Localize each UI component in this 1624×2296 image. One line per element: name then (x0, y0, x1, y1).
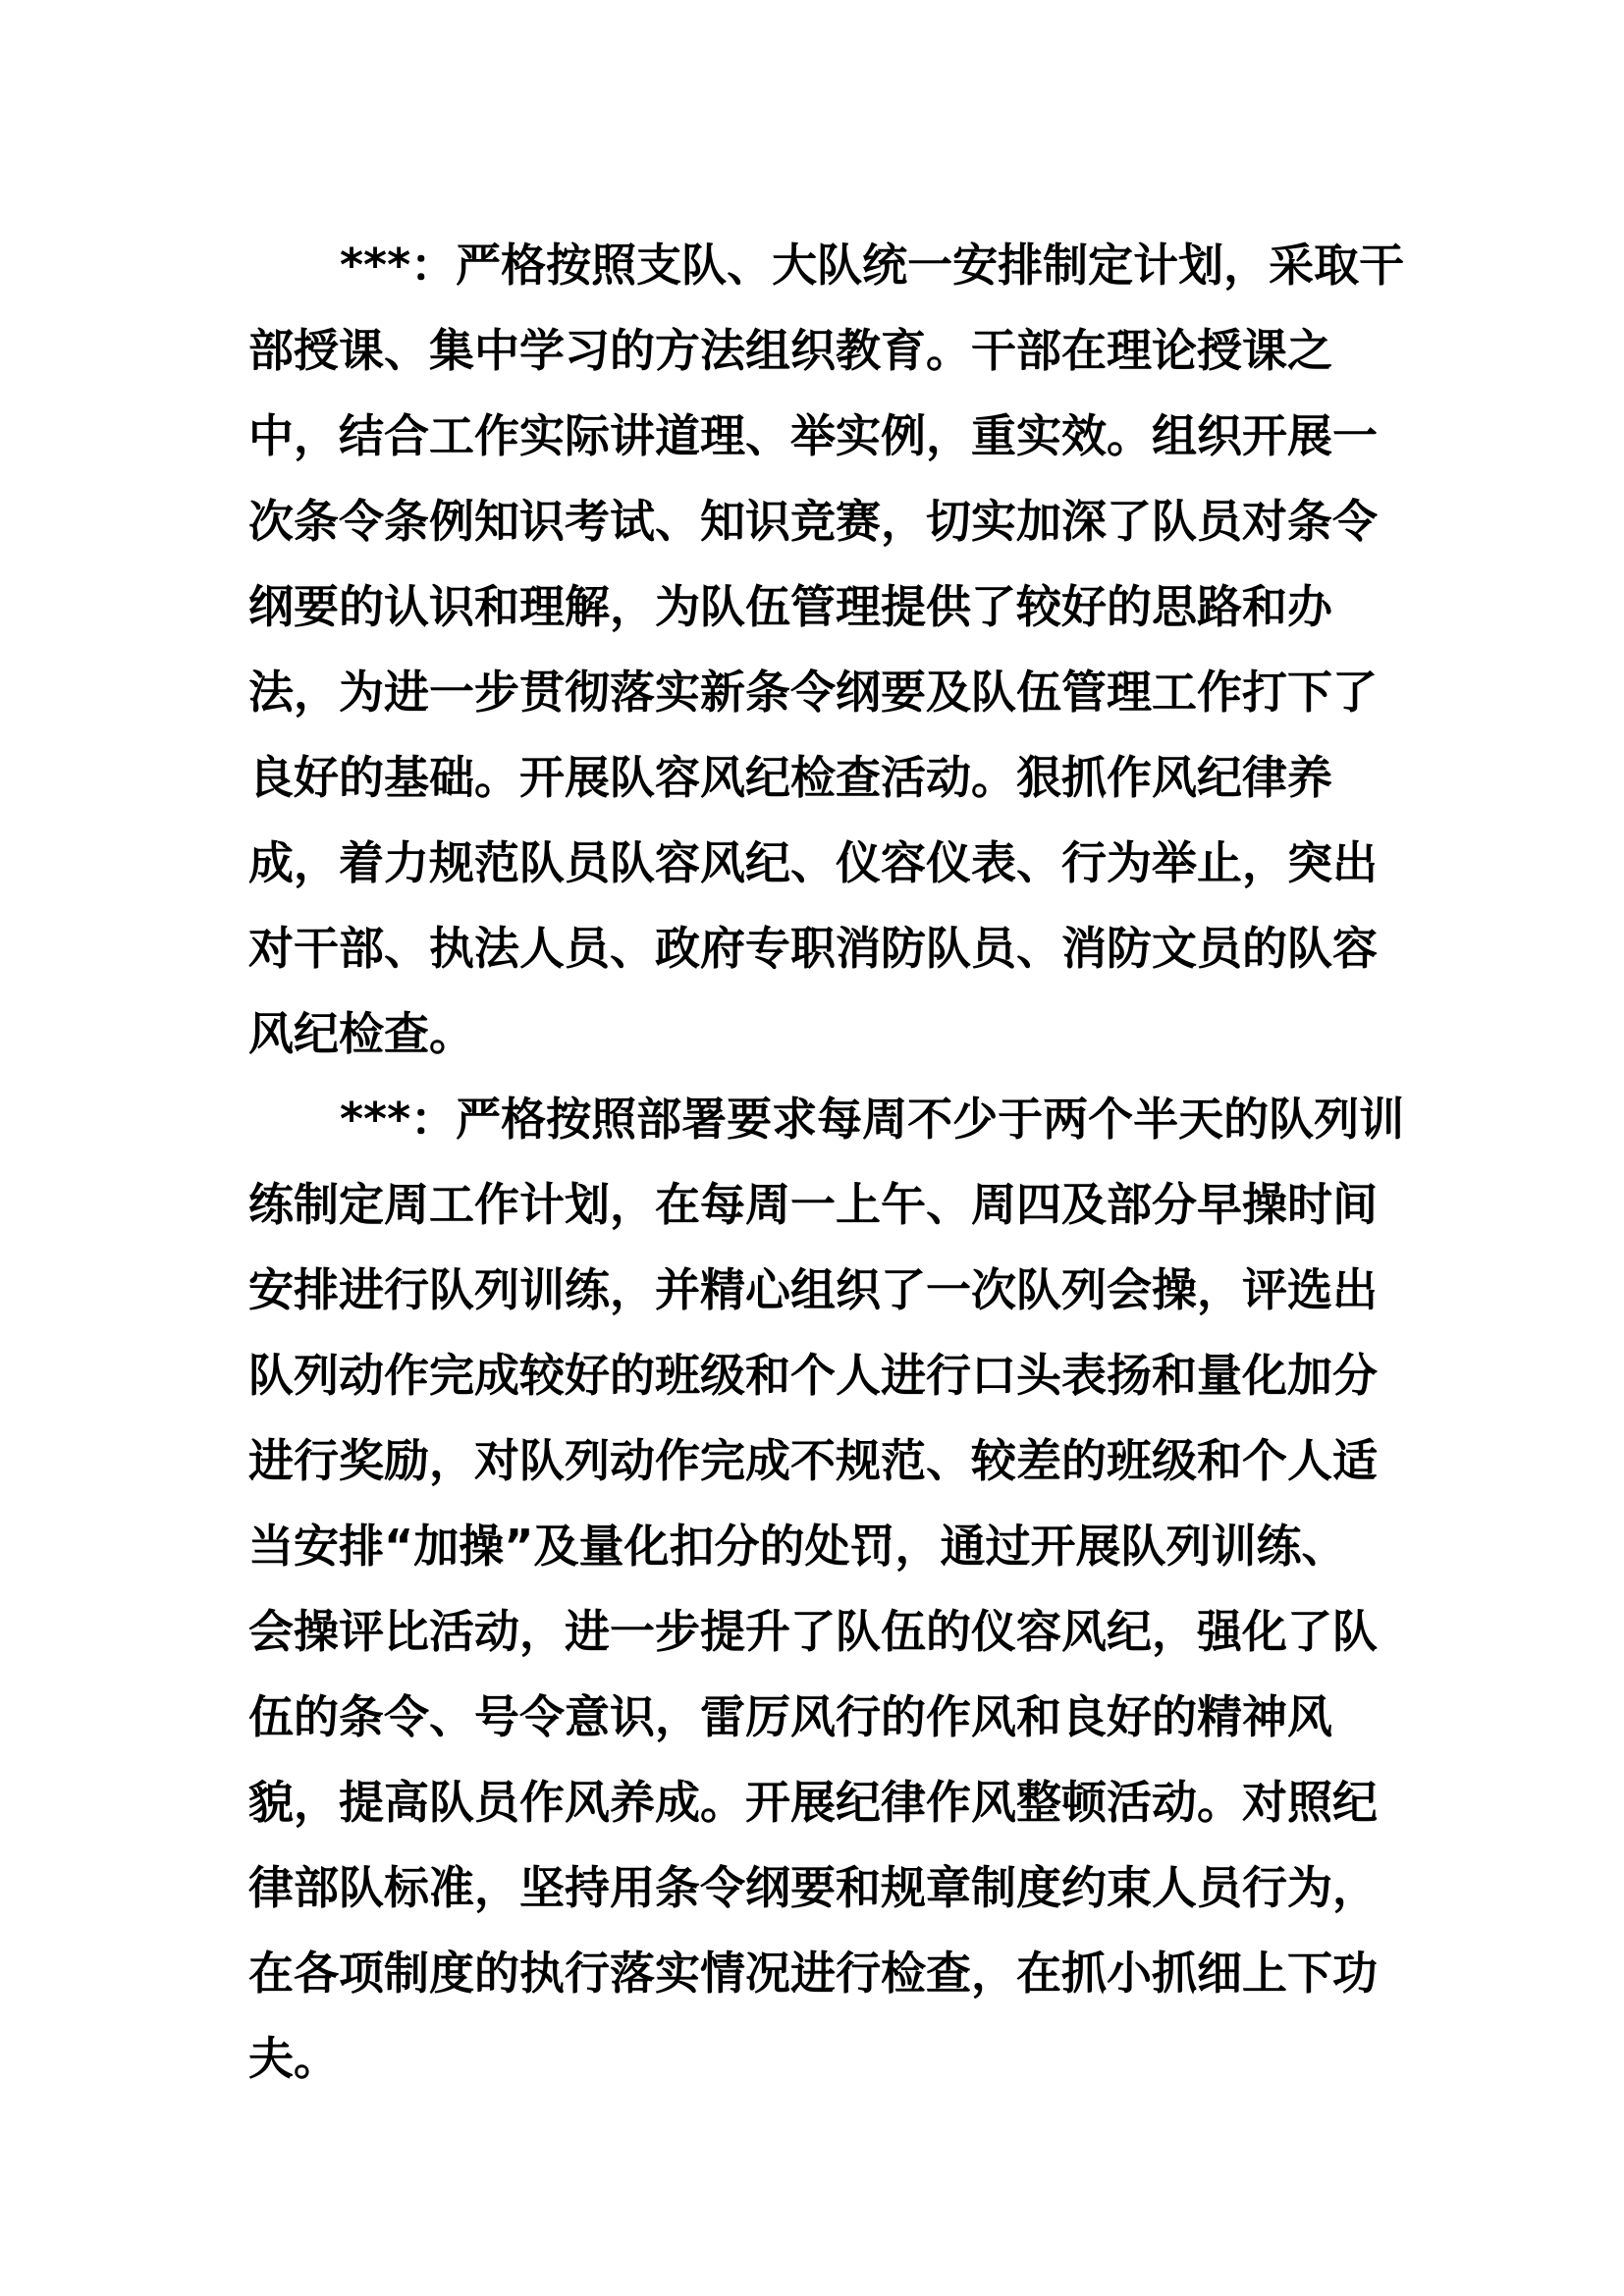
text-line: ***：严格按照部署要求每周不少于两个半天的队列训 (340, 1093, 1405, 1146)
text-line: 风纪检查。 (248, 1007, 474, 1060)
text-line: 法，为进一步贯彻落实新条令纲要及队伍管理工作打下了 (248, 666, 1378, 719)
text-line: 安排进行队列训练，并精心组织了一次队列会操，评选出 (248, 1263, 1378, 1316)
text-line: 成，着力规范队员队容风纪、仪容仪表、行为举止，突出 (248, 836, 1378, 889)
text-line: 伍的条令、号令意识，雷厉风行的作风和良好的精神风 (248, 1690, 1332, 1743)
text-line: 队列动作完成较好的班级和个人进行口头表扬和量化加分 (248, 1349, 1378, 1402)
text-line: 律部队标准，坚持用条令纲要和规章制度约束人员行为， (248, 1861, 1378, 1914)
text-line: ***：严格按照支队、大队统一安排制定计划，采取干 (340, 239, 1405, 292)
text-line: 中，结合工作实际讲道理、举实例，重实效。组织开展一 (248, 409, 1378, 462)
text-line: 貌，提高队员作风养成。开展纪律作风整顿活动。对照纪 (248, 1776, 1378, 1829)
text-line: 次条令条例知识考试、知识竞赛，切实加深了队员对条令 (248, 495, 1378, 548)
paragraph (248, 1077, 1405, 2102)
text-line: 当安排“加操”及量化扣分的处罚，通过开展队列训练、 (248, 1520, 1347, 1573)
text-line: 部授课、集中学习的方法组织教育。干部在理论授课之 (248, 324, 1332, 377)
document-body (248, 223, 1405, 2102)
text-line: 进行奖励，对队列动作完成不规范、较差的班级和个人适 (248, 1434, 1378, 1487)
text-line: 练制定周工作计划，在每周一上午、周四及部分早操时间 (248, 1178, 1378, 1231)
text-line: 会操评比活动，进一步提升了队伍的仪容风纪，强化了队 (248, 1605, 1378, 1658)
text-line: 纲要的认识和理解，为队伍管理提供了较好的思路和办 (248, 580, 1332, 633)
text-line: 良好的基础。开展队容风纪检查活动。狠抓作风纪律养 (248, 751, 1332, 804)
paragraph (248, 223, 1405, 1077)
text-line: 夫。 (248, 2032, 339, 2085)
text-line: 在各项制度的执行落实情况进行检查，在抓小抓细上下功 (248, 1947, 1378, 2000)
text-line: 对干部、执法人员、政府专职消防队员、消防文员的队容 (248, 922, 1378, 975)
